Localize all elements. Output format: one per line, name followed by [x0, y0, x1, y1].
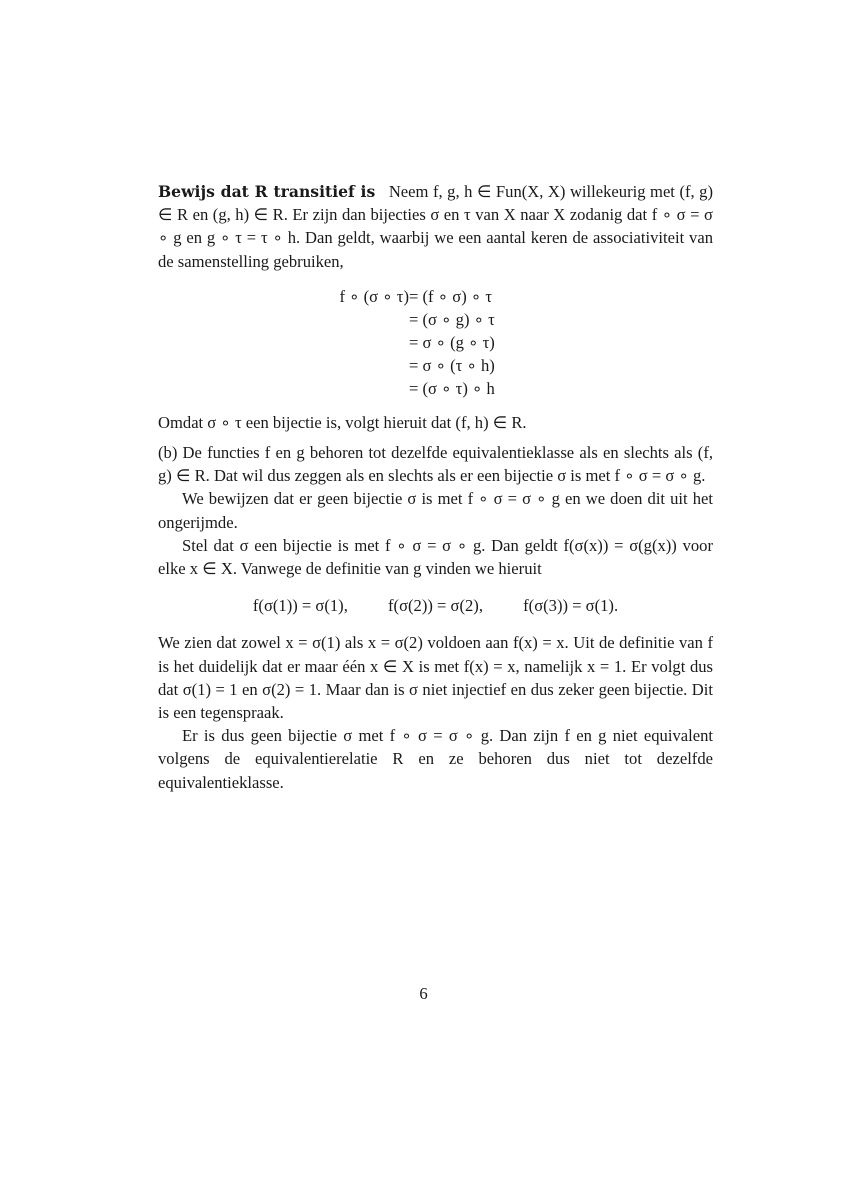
- display-equation: f(σ(1)) = σ(1),: [252, 596, 348, 616]
- equation-row: [158, 285, 713, 308]
- page-body: [158, 180, 713, 794]
- equation-rhs: = (f ∘ σ) ∘ τ: [409, 286, 493, 306]
- equation-array: [158, 285, 713, 401]
- equation-lhs: f ∘ (σ ∘ τ): [339, 286, 409, 306]
- display-equation: f(σ(2)) = σ(2),: [388, 596, 483, 616]
- proof-heading: Bewijs dat R transitief is: [158, 182, 376, 201]
- equation-rhs: = (σ ∘ g) ∘ τ: [409, 309, 495, 329]
- paragraph-final-conclusion: Er is dus geen bijectie σ met f ∘ σ = σ ∘ g. Dan zijn f en g niet equivalent volgens de equivalentierelatie R en ze behoren dus niet tot dezelfde equivalentieklasse.: [158, 726, 713, 792]
- proof-text: Neem f, g, h ∈ Fun(X, X) willekeurig met (f, g) ∈ R en (g, h) ∈ R. Er zijn dan bijecties σ en τ van X naar X zodanig dat f ∘ σ = σ ∘ g en g ∘ τ = τ ∘ h. Dan geldt, waarbij we een aantal keren de associativiteit van de samenstelling gebruiken,: [158, 182, 713, 271]
- equation-rhs: = σ ∘ (τ ∘ h): [409, 355, 495, 375]
- page-number: 6: [419, 984, 428, 1003]
- equation-rhs: = (σ ∘ τ) ∘ h: [409, 378, 495, 398]
- proof-paragraph: [158, 180, 713, 273]
- display-equation: f(σ(3)) = σ(1).: [523, 596, 619, 616]
- paragraph-assumption: Stel dat σ een bijectie is met f ∘ σ = σ ∘ g. Dan geldt f(σ(x)) = σ(g(x)) voor elke x ∈ X. Vanwege de definitie van g vinden we hieruit: [158, 535, 713, 579]
- equation-row: [158, 354, 713, 377]
- part-b-paragraph: (b) De functies f en g behoren tot dezelfde equivalentieklasse als en slechts als (f, g) ∈ R. Dat wil dus zeggen als en slechts als er een bijectie σ is met f ∘ σ = σ ∘ g.: [158, 443, 713, 486]
- display-equations: [158, 594, 713, 617]
- equation-row: [158, 308, 713, 331]
- equation-rhs: = σ ∘ (g ∘ τ): [409, 332, 495, 352]
- paragraph-contradiction-intro: We bewijzen dat er geen bijectie σ is met f ∘ σ = σ ∘ g en we doen dit uit het ongerijmde.: [158, 489, 713, 532]
- paragraph-argument: We zien dat zowel x = σ(1) als x = σ(2) voldoen aan f(x) = x. Uit de definitie van f is het duidelijk dat er maar één x ∈ X is met f(x) = x, namelijk x = 1. Er volgt dus dat σ(1) = 1 en σ(2) = 1. Maar dan is σ niet injectief en dus zeker geen bijectie. Dit is een tegenspraak.: [158, 633, 713, 723]
- conclusion-paragraph: Omdat σ ∘ τ een bijectie is, volgt hieruit dat (f, h) ∈ R.: [158, 412, 527, 432]
- equation-row: [158, 331, 713, 354]
- equation-row: [158, 377, 713, 400]
